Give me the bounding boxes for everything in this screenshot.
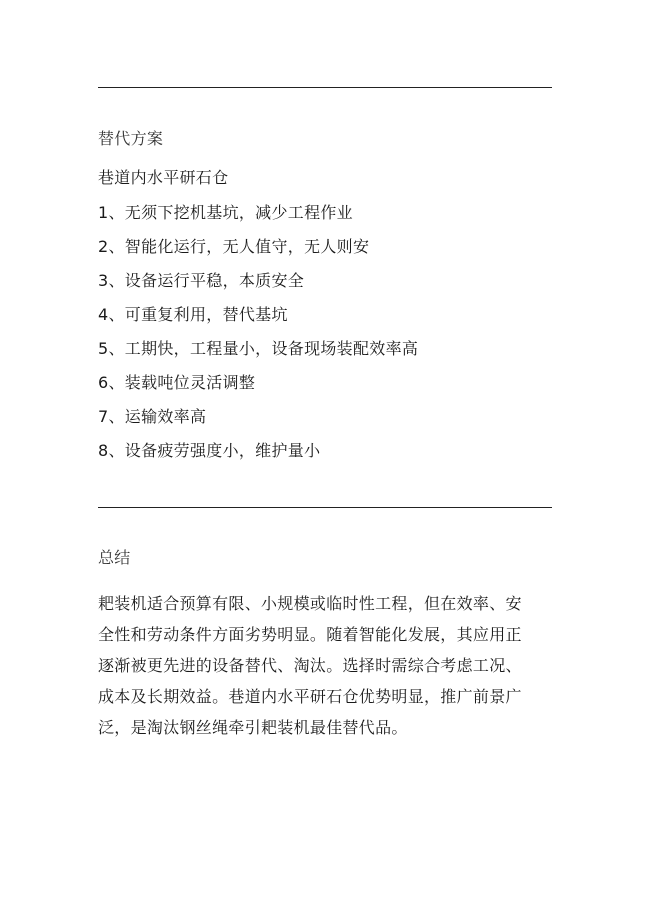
list-item: 2、智能化运行，无人值守，无人则安 — [98, 237, 370, 256]
middle-divider — [98, 507, 552, 508]
summary-line: 逐渐被更先进的设备替代、淘汰。选择时需综合考虑工况、 — [98, 656, 522, 675]
advantages-list — [98, 202, 418, 474]
alternatives-heading: 替代方案 — [98, 129, 164, 148]
summary-line: 全性和劳动条件方面劣势明显。随着智能化发展，其应用正 — [98, 625, 522, 644]
alternatives-subtitle: 巷道内水平研石仓 — [98, 168, 229, 187]
summary-line: 成本及长期效益。巷道内水平研石仓优势明显，推广前景广 — [98, 687, 522, 706]
summary-heading: 总结 — [98, 548, 131, 567]
summary-line: 耙装机适合预算有限、小规模或临时性工程，但在效率、安 — [98, 594, 522, 613]
top-divider — [98, 87, 552, 88]
list-item: 1、无须下挖机基坑，减少工程作业 — [98, 203, 353, 222]
list-item: 6、装载吨位灵活调整 — [98, 373, 256, 392]
summary-paragraph — [98, 593, 558, 748]
summary-line: 泛，是淘汰钢丝绳牵引耙装机最佳替代品。 — [98, 718, 408, 737]
list-item: 3、设备运行平稳，本质安全 — [98, 271, 305, 290]
list-item: 7、运输效率高 — [98, 407, 207, 426]
list-item: 8、设备疲劳强度小，维护量小 — [98, 441, 321, 460]
list-item: 4、可重复利用，替代基坑 — [98, 305, 288, 324]
list-item: 5、工期快，工程量小，设备现场装配效率高 — [98, 339, 419, 358]
